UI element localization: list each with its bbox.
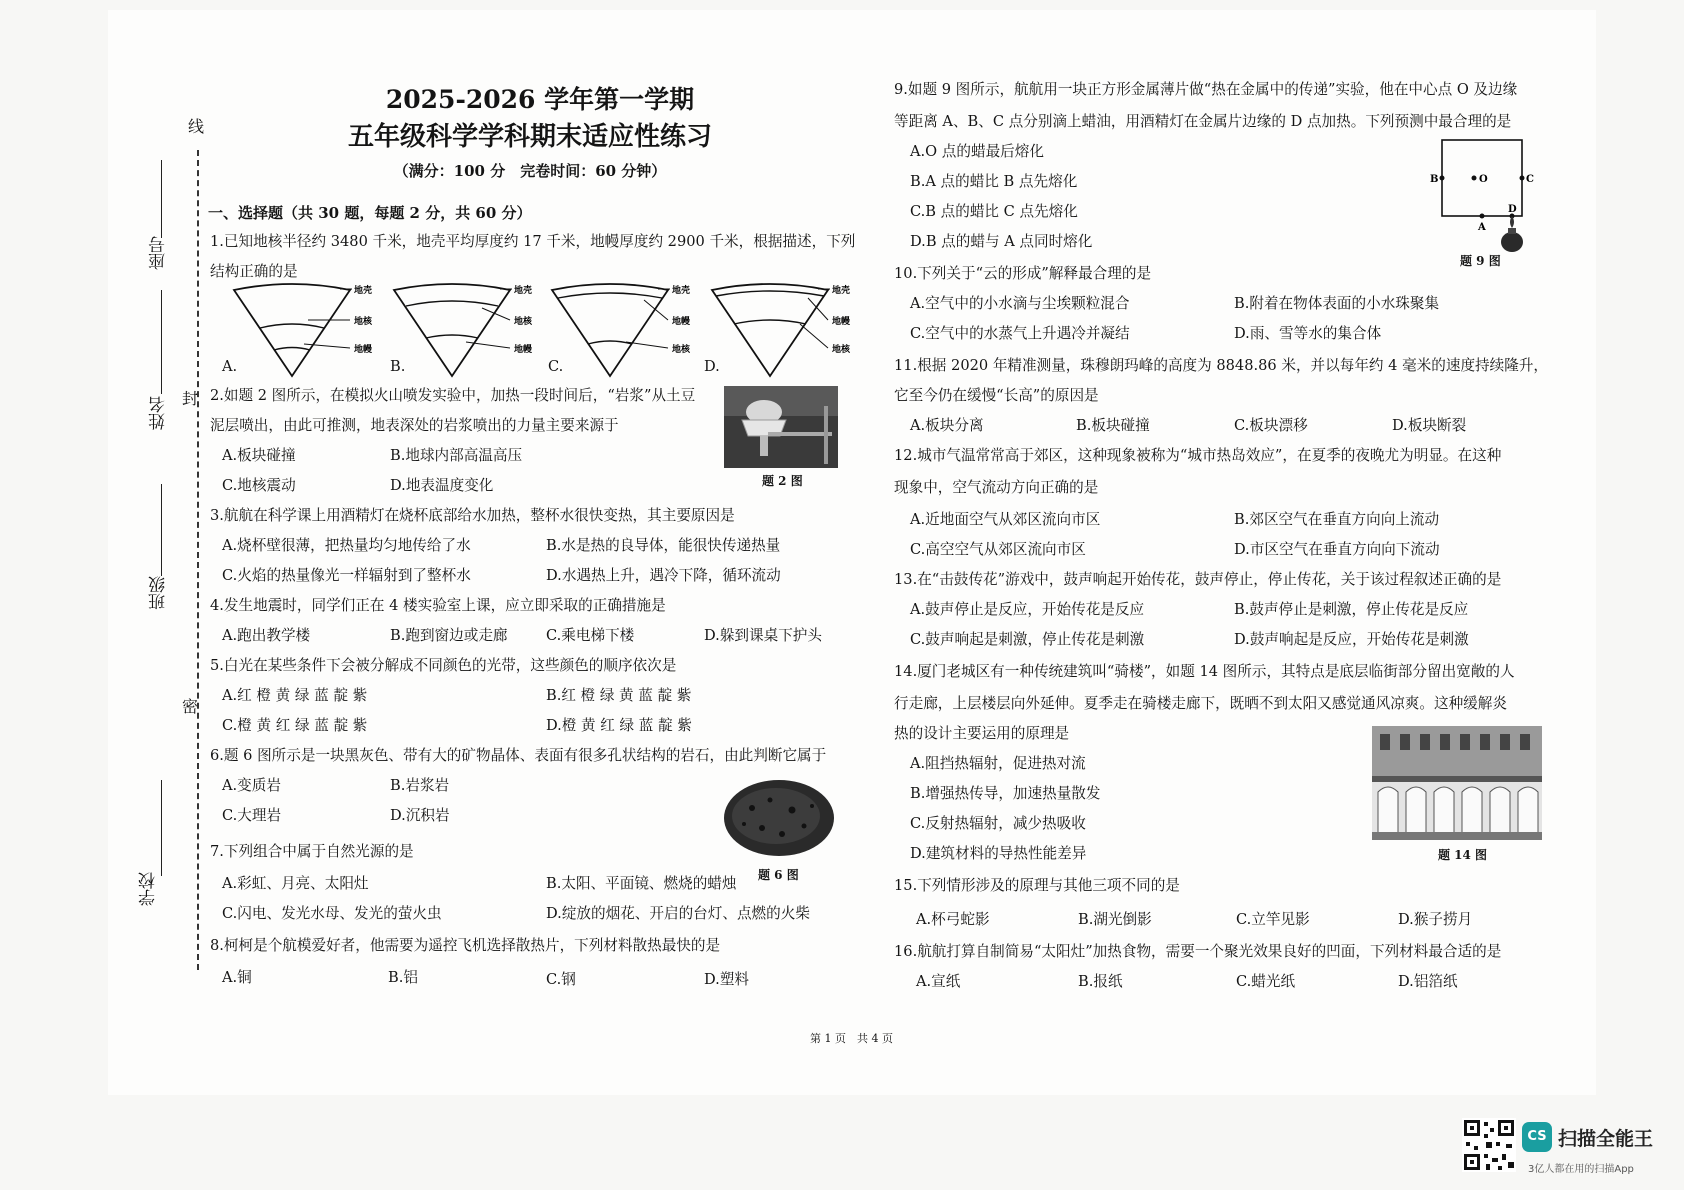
q14-option-d: D.建筑材料的导热性能差异 (910, 845, 1087, 862)
q7-option-c: C.闪电、发光水母、发光的萤火虫 (222, 905, 442, 922)
q14-option-a: A.阻挡热辐射，促进热对流 (910, 755, 1086, 772)
q1-b-layer-1: 地壳 (514, 286, 533, 296)
q4-option-b: B.跑到窗边或走廊 (390, 627, 508, 644)
q14-option-b: B.增强热传导，加速热量散发 (910, 785, 1101, 802)
q6-caption: 题 6 图 (758, 868, 799, 882)
q8-option-a: A.铜 (222, 969, 252, 986)
q7-stem: 7.下列组合中属于自然光源的是 (210, 843, 414, 860)
q6-option-d: D.沉积岩 (390, 807, 450, 824)
q13-option-d: D.鼓声响起是反应，开始传花是刺激 (1234, 631, 1469, 648)
class-underline (161, 484, 162, 576)
q8-option-c: C.钢 (546, 971, 576, 988)
q2-option-d: D.地表温度变化 (390, 477, 494, 494)
q10-option-a: A.空气中的小水滴与尘埃颗粒混合 (910, 295, 1130, 312)
q6-rock-photo (722, 776, 836, 860)
q12-option-a: A.近地面空气从郊区流向市区 (910, 511, 1101, 528)
q15-option-b: B.湖光倒影 (1078, 911, 1152, 928)
name-underline (161, 290, 162, 394)
q9-point-b: B (1430, 174, 1439, 185)
q14-stem-cont-2: 热的设计主要运用的原理是 (894, 725, 1070, 742)
q1-c-layer-2: 地幔 (672, 317, 691, 327)
q13-stem: 13.在“击鼓传花”游戏中，鼓声响起开始传花，鼓声停止，停止传花，关于该过程叙述正确的是 (894, 571, 1502, 588)
q8-option-b: B.铝 (388, 969, 418, 986)
q1-option-b: B. (390, 358, 406, 375)
q13-option-c: C.鼓声响起是刺激，停止传花是刺激 (910, 631, 1145, 648)
q1-d-layer-3: 地核 (832, 345, 851, 355)
q1-a-layer-3: 地幔 (354, 345, 373, 355)
q6-option-b: B.岩浆岩 (390, 777, 450, 794)
q1-option-c: C. (548, 358, 564, 375)
q13-option-b: B.鼓声停止是刺激，停止传花是反应 (1234, 601, 1469, 618)
q9-point-o: O (1479, 174, 1488, 185)
q12-option-b: B.郊区空气在垂直方向向上流动 (1234, 511, 1440, 528)
q2-stem-cont: 泥层喷出，由此可推测，地表深处的岩浆喷出的力量主要来源于 (210, 417, 619, 434)
q1-cone-c (552, 284, 691, 376)
q9-stem-cont: 等距离 A、B、C 点分别滴上蜡油，用酒精灯在金属片边缘的 D 点加热。下列预测中最合理的是 (894, 113, 1512, 130)
q15-stem: 15.下列情形涉及的原理与其他三项不同的是 (894, 877, 1180, 894)
q14-option-c: C.反射热辐射，减少热吸收 (910, 815, 1086, 832)
q14-qilou-photo (1372, 726, 1542, 840)
q3-option-a: A.烧杯壁很薄，把热量均匀地传给了水 (222, 537, 471, 554)
q12-option-d: D.市区空气在垂直方向向下流动 (1234, 541, 1440, 558)
q10-option-c: C.空气中的水蒸气上升遇冷并凝结 (910, 325, 1130, 342)
q8-stem: 8.柯柯是个航模爱好者，他需要为遥控飞机选择散热片，下列材料散热最快的是 (210, 937, 721, 954)
school-label: 学校 (139, 872, 159, 906)
q5-option-b: B.红 橙 绿 黄 蓝 靛 紫 (546, 687, 692, 704)
q1-cone-b (394, 284, 533, 376)
q1-earth-diagrams (222, 280, 851, 384)
q16-option-b: B.报纸 (1078, 973, 1123, 990)
q4-option-a: A.跑出教学楼 (222, 627, 311, 644)
q11-option-b: B.板块碰撞 (1076, 417, 1150, 434)
q10-option-b: B.附着在物体表面的小水珠聚集 (1234, 295, 1440, 312)
q7-option-b: B.太阳、平面镜、燃烧的蜡烛 (546, 875, 737, 892)
q16-stem: 16.航航打算自制简易“太阳灶”加热食物，需要一个聚光效果良好的凹面，下列材料最合适的是 (894, 943, 1502, 960)
q9-stem: 9.如题 9 图所示，航航用一块正方形金属薄片做“热在金属中的传递”实验，他在中心点 O 及边缘 (894, 81, 1518, 98)
q11-option-c: C.板块漂移 (1234, 417, 1308, 434)
q2-option-b: B.地球内部高温高压 (390, 447, 523, 464)
q1-stem: 1.已知地核半径约 3480 千米，地壳平均厚度约 17 千米，地幔厚度约 2900 千米，根据描述，下列 (210, 233, 856, 250)
q1-a-layer-2: 地核 (354, 317, 373, 327)
q8-option-d: D.塑料 (704, 971, 750, 988)
q6-stem: 6.题 6 图所示是一块黑灰色、带有大的矿物晶体、表面有很多孔状结构的岩石，由此判断它属于 (210, 747, 827, 764)
q11-stem-cont: 它至今仍在缓慢“长高”的原因是 (894, 387, 1099, 404)
q13-option-a: A.鼓声停止是反应，开始传花是反应 (910, 601, 1145, 618)
q9-point-d: D (1508, 204, 1517, 215)
q12-stem: 12.城市气温常常高于郊区，这种现象被称为“城市热岛效应”，在夏季的夜晚尤为明显。在这种 (894, 447, 1502, 464)
q4-stem: 4.发生地震时，同学们正在 4 楼实验室上课，应立即采取的正确措施是 (210, 597, 666, 614)
q5-option-a: A.红 橙 黄 绿 蓝 靛 紫 (222, 687, 368, 704)
q9-caption: 题 9 图 (1460, 254, 1501, 268)
alcohol-lamp-icon (1501, 216, 1523, 252)
q12-stem-cont: 现象中，空气流动方向正确的是 (894, 479, 1099, 496)
q9-metal-plate-diagram (1428, 134, 1540, 264)
q5-option-c: C.橙 黄 红 绿 蓝 靛 紫 (222, 717, 368, 734)
q1-option-a: A. (222, 358, 238, 375)
q4-option-c: C.乘电梯下楼 (546, 627, 635, 644)
q2-option-a: A.板块碰撞 (222, 447, 296, 464)
q16-option-d: D.铝箔纸 (1398, 973, 1458, 990)
q16-option-a: A.宣纸 (916, 973, 961, 990)
camscanner-logo-icon: CS (1522, 1122, 1552, 1152)
q3-option-b: B.水是热的良导体，能很快传递热量 (546, 537, 781, 554)
exam-title: 2025-2026 学年第一学期 (385, 85, 695, 114)
q11-stem: 11.根据 2020 年精准测量，珠穆朗玛峰的高度为 8848.86 米，并以每年约 4 毫米的速度持续隆升， (894, 357, 1549, 374)
q9-option-b: B.A 点的蜡比 B 点先熔化 (910, 173, 1078, 190)
seal-text-feng: 封 (182, 389, 199, 408)
page-number: 第 1 页 共 4 页 (810, 1032, 893, 1045)
q1-b-layer-3: 地幔 (514, 345, 533, 355)
seal-dashed-line (197, 150, 199, 970)
q9-option-c: C.B 点的蜡比 C 点先熔化 (910, 203, 1078, 220)
name-label: 姓名 (149, 396, 169, 430)
q9-option-a: A.O 点的蜡最后熔化 (910, 143, 1044, 160)
watermark-app-name: 扫描全能王 (1558, 1128, 1654, 1150)
class-label: 班级 (149, 576, 169, 610)
q9-option-d: D.B 点的蜡与 A 点同时熔化 (910, 233, 1093, 250)
q1-c-layer-3: 地核 (672, 345, 691, 355)
q6-option-a: A.变质岩 (222, 777, 281, 794)
q4-option-d: D.躲到课桌下护头 (704, 627, 822, 644)
q3-stem: 3.航航在科学课上用酒精灯在烧杯底部给水加热，整杯水很快变热，其主要原因是 (210, 507, 735, 524)
exam-subtitle: 五年级科学学科期末适应性练习 (347, 122, 712, 152)
q2-option-c: C.地核震动 (222, 477, 296, 494)
q9-point-c: C (1526, 174, 1534, 185)
q9-point-a: A (1478, 222, 1486, 233)
q10-stem: 10.下列关于“云的形成”解释最合理的是 (894, 265, 1152, 282)
q14-stem-cont-1: 行走廊，上层楼层向外延伸。夏季走在骑楼走廊下，既晒不到太阳又感觉通风凉爽。这种缓解炎 (894, 695, 1507, 712)
q14-stem: 14.厦门老城区有一种传统建筑叫“骑楼”，如题 14 图所示，其特点是底层临街部分留出宽敞的人 (894, 663, 1515, 680)
q3-option-d: D.水遇热上升，遇冷下降，循环流动 (546, 567, 781, 584)
q2-caption: 题 2 图 (762, 474, 803, 488)
school-underline (161, 780, 162, 876)
q1-option-d: D. (704, 358, 720, 375)
exam-info: （满分：100 分 完卷时间：60 分钟） (393, 162, 667, 180)
seal-text-mi: 密 (182, 697, 199, 716)
q1-d-layer-1: 地壳 (832, 286, 851, 296)
q16-option-c: C.蜡光纸 (1236, 973, 1296, 990)
q7-option-a: A.彩虹、月亮、太阳灶 (222, 875, 369, 892)
q5-stem: 5.白光在某些条件下会被分解成不同颜色的光带，这些颜色的顺序依次是 (210, 657, 677, 674)
q10-option-d: D.雨、雪等水的集合体 (1234, 325, 1382, 342)
q7-option-d: D.绽放的烟花、开启的台灯、点燃的火柴 (546, 905, 810, 922)
q1-cone-d (712, 284, 851, 376)
q1-a-layer-1: 地壳 (354, 286, 373, 296)
q1-stem-cont: 结构正确的是 (210, 263, 298, 280)
q12-option-c: C.高空空气从郊区流向市区 (910, 541, 1086, 558)
q15-option-c: C.立竿见影 (1236, 911, 1310, 928)
q3-option-c: C.火焰的热量像光一样辐射到了整杯水 (222, 567, 471, 584)
q1-cone-a (234, 284, 373, 376)
q11-option-d: D.板块断裂 (1392, 417, 1467, 434)
seal-text-line: 线 (188, 117, 205, 136)
q14-caption: 题 14 图 (1438, 848, 1488, 862)
section-heading: 一、选择题（共 30 题，每题 2 分，共 60 分） (208, 204, 532, 222)
q11-option-a: A.板块分离 (910, 417, 984, 434)
q1-c-layer-1: 地壳 (672, 286, 691, 296)
q1-b-layer-2: 地核 (514, 317, 533, 327)
q6-option-c: C.大理岩 (222, 807, 282, 824)
q15-option-d: D.猴子捞月 (1398, 911, 1473, 928)
seat-label: 座号 (149, 236, 169, 270)
q1-d-layer-2: 地幔 (832, 317, 851, 327)
q2-volcano-photo (724, 386, 838, 468)
seat-underline (161, 160, 162, 238)
q15-option-a: A.杯弓蛇影 (916, 911, 990, 928)
q2-stem: 2.如题 2 图所示，在模拟火山喷发实验中，加热一段时间后，“岩浆”从土豆 (210, 387, 696, 404)
q5-option-d: D.橙 黄 红 绿 蓝 靛 紫 (546, 717, 692, 734)
watermark-tagline: 3亿人都在用的扫描App (1528, 1164, 1634, 1175)
qr-code-icon (1462, 1118, 1516, 1172)
